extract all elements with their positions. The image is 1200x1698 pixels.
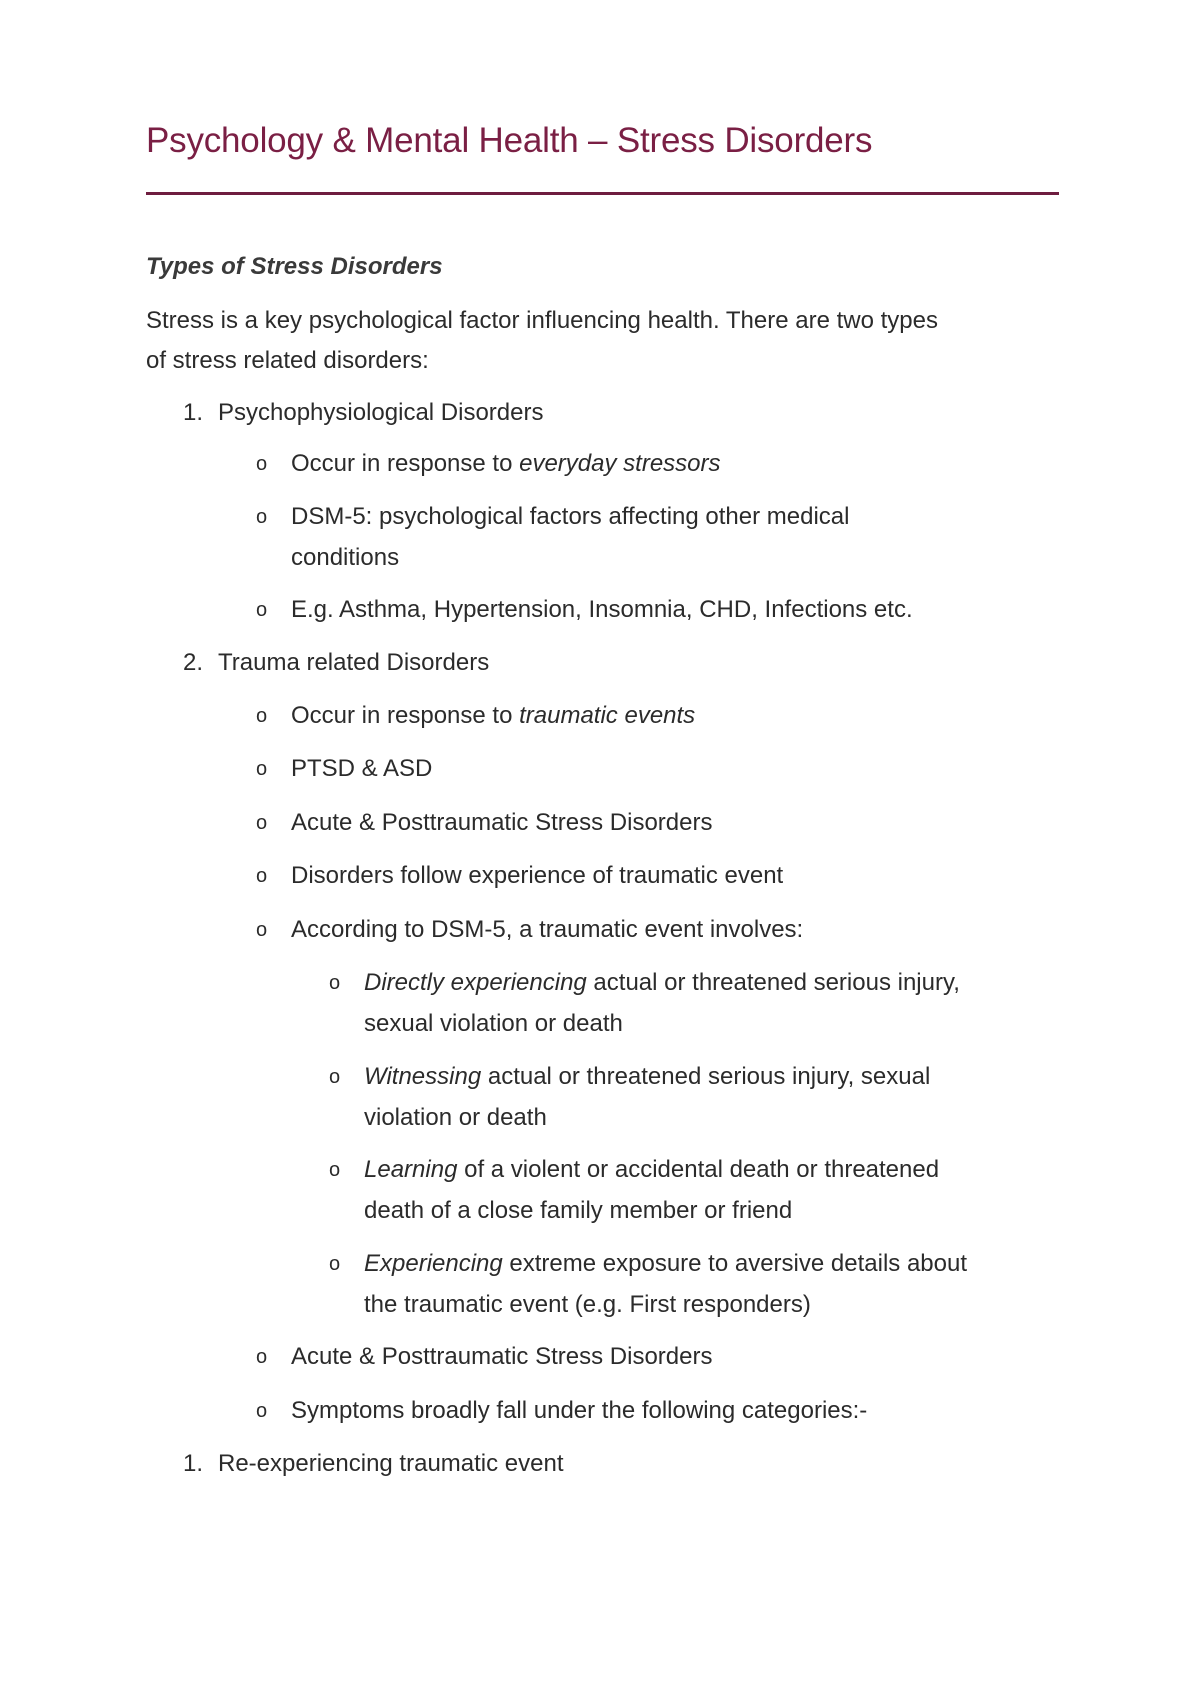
intro-text-line-2: of stress related disorders: xyxy=(146,347,429,374)
list-subitem: E.g. Asthma, Hypertension, Insomnia, CHD, Infections etc. xyxy=(291,596,913,623)
list-subitem: Acute & Posttraumatic Stress Disorders xyxy=(291,809,713,836)
intro-text-line-1: Stress is a key psychological factor influencing health. There are two types xyxy=(146,307,938,334)
nested-subitem: Experiencing extreme exposure to aversive details about xyxy=(364,1250,967,1277)
list-item-trauma-related: Trauma related Disorders xyxy=(218,649,490,676)
nested-subitem-continuation: death of a close family member or friend xyxy=(364,1197,793,1224)
page-title: Psychology & Mental Health – Stress Disorders xyxy=(146,121,873,160)
section-heading: Types of Stress Disorders xyxy=(146,253,443,280)
list-subitem: Symptoms broadly fall under the following categories:- xyxy=(291,1397,868,1424)
list-subitem: Occur in response to traumatic events xyxy=(291,702,696,729)
bullet-icon: o xyxy=(256,1346,268,1368)
list-number-2: 2. xyxy=(183,649,204,676)
bullet-icon: o xyxy=(256,758,268,780)
nested-subitem-continuation: violation or death xyxy=(364,1104,547,1131)
list-number-1-restart: 1. xyxy=(183,1450,204,1477)
list-subitem: PTSD & ASD xyxy=(291,755,433,782)
list-subitem-continuation: conditions xyxy=(291,544,400,571)
bullet-icon: o xyxy=(329,1066,341,1088)
bullet-icon: o xyxy=(329,972,341,994)
nested-subitem: Directly experiencing actual or threatened serious injury, xyxy=(364,969,960,996)
bullet-icon: o xyxy=(256,599,268,621)
list-item-psychophysiological: Psychophysiological Disorders xyxy=(218,399,544,426)
nested-subitem: Learning of a violent or accidental death or threatened xyxy=(364,1156,940,1183)
list-number-1: 1. xyxy=(183,399,204,426)
bullet-icon: o xyxy=(329,1253,341,1275)
bullet-icon: o xyxy=(329,1159,341,1181)
list-subitem: Disorders follow experience of traumatic event xyxy=(291,862,784,889)
bullet-icon: o xyxy=(256,865,268,887)
nested-subitem-continuation: the traumatic event (e.g. First responders) xyxy=(364,1291,811,1318)
list-subitem: According to DSM-5, a traumatic event involves: xyxy=(291,916,804,943)
bullet-icon: o xyxy=(256,1400,268,1422)
nested-subitem: Witnessing actual or threatened serious injury, sexual xyxy=(364,1063,931,1090)
title-divider xyxy=(146,192,1059,195)
nested-subitem-continuation: sexual violation or death xyxy=(364,1010,623,1037)
list-subitem: Occur in response to everyday stressors xyxy=(291,450,721,477)
list-subitem: Acute & Posttraumatic Stress Disorders xyxy=(291,1343,713,1370)
bullet-icon: o xyxy=(256,919,268,941)
list-subitem: DSM-5: psychological factors affecting other medical xyxy=(291,503,850,530)
list-item-re-experiencing: Re-experiencing traumatic event xyxy=(218,1450,564,1477)
bullet-icon: o xyxy=(256,453,268,475)
bullet-icon: o xyxy=(256,705,268,727)
bullet-icon: o xyxy=(256,506,268,528)
bullet-icon: o xyxy=(256,812,268,834)
